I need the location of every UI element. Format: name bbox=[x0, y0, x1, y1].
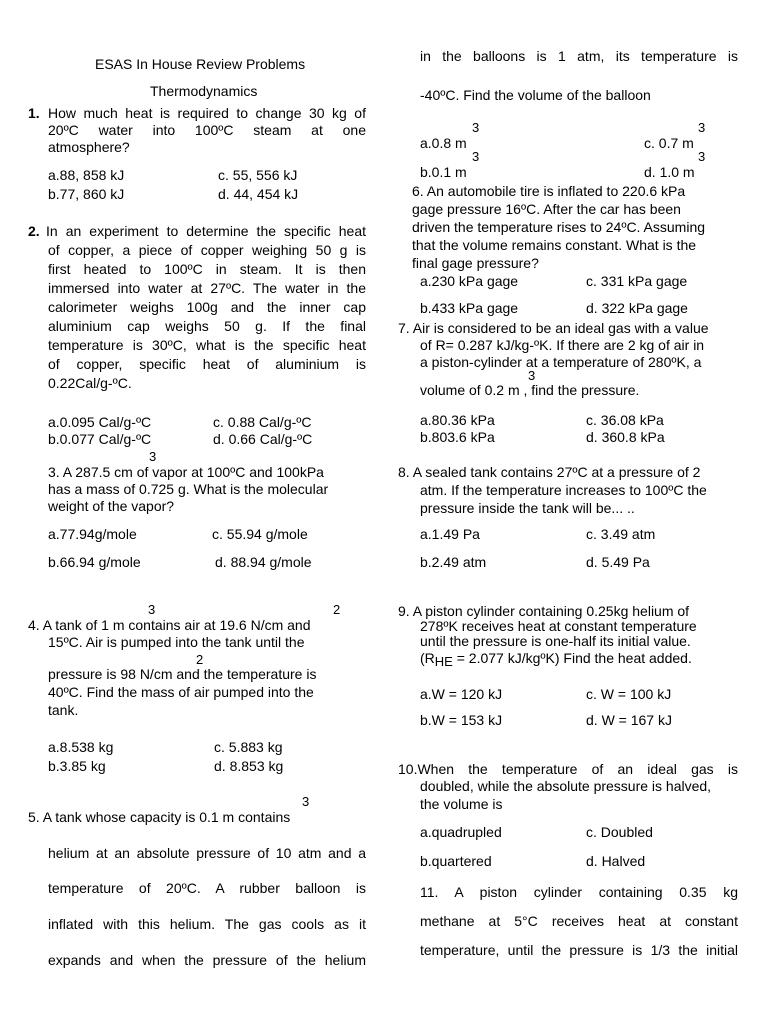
problem-11-line: 11. A piston cylinder containing 0.35 kg bbox=[420, 884, 738, 900]
problem-6-choice-b: b.433 kPa gage bbox=[420, 300, 519, 316]
problem-5-line: helium at an absolute pressure of 10 atm and a bbox=[48, 845, 366, 861]
problem-2-line: calorimeter weighs 100g and the inner cap bbox=[48, 299, 366, 315]
problem-4-superscript: 3 bbox=[148, 602, 156, 617]
problem-5-choice-superscript: 3 bbox=[472, 120, 480, 135]
problem-8-line: atm. If the temperature increases to 100ºC the bbox=[420, 482, 707, 498]
problem-1-line: atmosphere? bbox=[48, 139, 130, 155]
problem-7-line: a piston-cylinder at a temperature of 280ºK, a bbox=[420, 354, 702, 370]
problem-5-choice-superscript: 3 bbox=[472, 149, 480, 164]
problem-5-line: inflated with this helium. The gas cools as it bbox=[48, 916, 366, 932]
problem-9-r-subscript: HE bbox=[434, 654, 453, 669]
problem-4-line: 4. A tank of 1 m contains air at 19.6 N/cm and bbox=[28, 617, 311, 633]
problem-7-choice-d: d. 360.8 kPa bbox=[586, 429, 665, 445]
problem-9-line bbox=[420, 650, 692, 667]
problem-8-line: pressure inside the tank will be... .. bbox=[420, 500, 635, 516]
problem-10-line: the volume is bbox=[420, 796, 503, 812]
problem-7-superscript: 3 bbox=[528, 368, 536, 383]
problem-2-line: temperature is 30ºC, what is the specific heat bbox=[48, 337, 366, 353]
problem-4-line: pressure is 98 N/cm and the temperature is bbox=[48, 666, 317, 682]
problem-10-choice-b: b.quartered bbox=[420, 853, 492, 869]
problem-6-line: that the volume remains constant. What is the bbox=[412, 237, 697, 253]
problem-5-line: -40ºC. Find the volume of the balloon bbox=[420, 87, 651, 103]
problem-9-r-symbol: (R bbox=[420, 650, 435, 666]
problem-6-line: driven the temperature rises to 24ºC. Assuming bbox=[412, 219, 706, 235]
page-subtitle: Thermodynamics bbox=[150, 83, 258, 99]
problem-4-choice-b: b.3.85 kg bbox=[48, 758, 106, 774]
problem-6-line: final gage pressure? bbox=[412, 255, 539, 271]
problem-6-line: gage pressure 16ºC. After the car has been bbox=[412, 201, 681, 217]
problem-9-r-value: = 2.077 kJ/kgºK) Find the heat added. bbox=[452, 650, 692, 666]
problem-1-line: 20ºC water into 100ºC steam at one bbox=[48, 122, 366, 138]
problem-3-choice-b: b.66.94 g/mole bbox=[48, 554, 141, 570]
problem-11-line: methane at 5°C receives heat at constant bbox=[420, 913, 738, 929]
problem-3-line: 3. A 287.5 cm of vapor at 100ºC and 100kPa bbox=[48, 464, 324, 480]
problem-5-line: temperature of 20ºC. A rubber balloon is bbox=[48, 880, 366, 896]
problem-2-line: 0.22Cal/g-ºC. bbox=[48, 375, 132, 391]
problem-1-line: How much heat is required to change 30 kg of bbox=[48, 105, 366, 121]
problem-4-choice-c: c. 5.883 kg bbox=[214, 739, 283, 755]
problem-8-choice-d: d. 5.49 Pa bbox=[586, 554, 650, 570]
problem-10-choice-a: a.quadrupled bbox=[420, 824, 502, 840]
problem-9-line: 278ºK receives heat at constant temperature bbox=[420, 618, 697, 634]
problem-10-choice-c: c. Doubled bbox=[586, 824, 653, 840]
problem-10-line: 10.When the temperature of an ideal gas is bbox=[398, 761, 738, 777]
problem-2-number: 2. bbox=[28, 223, 40, 239]
problem-1-choice-a: a.88, 858 kJ bbox=[48, 167, 125, 183]
problem-5-line: expands and when the pressure of the helium bbox=[48, 952, 366, 968]
problem-9-line: 9. A piston cylinder containing 0.25kg helium of bbox=[398, 603, 690, 619]
problem-1-number: 1. bbox=[28, 105, 40, 121]
problem-3-choice-a: a.77.94g/mole bbox=[48, 526, 137, 542]
problem-5-choice-a: a.0.8 m bbox=[420, 135, 467, 151]
problem-10-line: doubled, while the absolute pressure is halved, bbox=[420, 778, 712, 794]
problem-3-choice-c: c. 55.94 g/mole bbox=[212, 526, 308, 542]
problem-6-line: 6. An automobile tire is inflated to 220.6 kPa bbox=[412, 183, 686, 199]
problem-4-choice-d: d. 8.853 kg bbox=[214, 758, 284, 774]
problem-2-line: of copper, a piece of copper weighing 50 g is bbox=[48, 242, 366, 258]
problem-1-choice-d: d. 44, 454 kJ bbox=[218, 186, 299, 202]
problem-3-line: has a mass of 0.725 g. What is the molecular bbox=[48, 481, 329, 497]
problem-2-choice-a: a.0.095 Cal/g-ºC bbox=[48, 414, 152, 430]
problem-5-choice-c: c. 0.7 m bbox=[644, 135, 694, 151]
problem-3-line: weight of the vapor? bbox=[48, 498, 175, 514]
problem-7-line: 7. Air is considered to be an ideal gas with a value bbox=[398, 320, 709, 336]
problem-10-choice-d: d. Halved bbox=[586, 853, 646, 869]
problem-9-choice-a: a.W = 120 kJ bbox=[420, 686, 503, 702]
problem-8-line: 8. A sealed tank contains 27ºC at a pressure of 2 bbox=[398, 464, 701, 480]
problem-2-line: aluminium cap weighs 50 g. If the final bbox=[48, 318, 366, 334]
problem-7-line: of R= 0.287 kJ/kg-ºK. If there are 2 kg of air in bbox=[420, 337, 705, 353]
problem-5-line: in the balloons is 1 atm, its temperature is bbox=[420, 48, 738, 64]
problem-8-choice-c: c. 3.49 atm bbox=[586, 526, 656, 542]
problem-2-choice-c: c. 0.88 Cal/g-ºC bbox=[213, 414, 312, 430]
problem-7-choice-c: c. 36.08 kPa bbox=[586, 412, 664, 428]
problem-2-choice-b: b.0.077 Cal/g-ºC bbox=[48, 431, 152, 447]
problem-2-line: of copper, specific heat of aluminium is bbox=[48, 356, 366, 372]
problem-5-superscript: 3 bbox=[302, 794, 310, 809]
problem-4-line: 15ºC. Air is pumped into the tank until the bbox=[48, 634, 305, 650]
problem-2-choice-d: d. 0.66 Cal/g-ºC bbox=[213, 431, 313, 447]
problem-6-choice-c: c. 331 kPa gage bbox=[586, 273, 688, 289]
problem-9-line: until the pressure is one-half its initial value. bbox=[420, 633, 691, 649]
problem-1-choice-b: b.77, 860 kJ bbox=[48, 186, 125, 202]
problem-5-line: 5. A tank whose capacity is 0.1 m contains bbox=[28, 809, 291, 825]
problem-7-choice-a: a.80.36 kPa bbox=[420, 412, 495, 428]
problem-8-choice-a: a.1.49 Pa bbox=[420, 526, 480, 542]
problem-5-choice-superscript: 3 bbox=[698, 149, 706, 164]
problem-4-line: 40ºC. Find the mass of air pumped into the bbox=[48, 684, 314, 700]
problem-1-choice-c: c. 55, 556 kJ bbox=[218, 167, 298, 183]
problem-2-line: immersed into water at 27ºC. The water in the bbox=[48, 280, 366, 296]
problem-7-choice-b: b.803.6 kPa bbox=[420, 429, 495, 445]
problem-4-line: tank. bbox=[48, 702, 79, 718]
problem-8-choice-b: b.2.49 atm bbox=[420, 554, 487, 570]
problem-6-choice-d: d. 322 kPa gage bbox=[586, 300, 688, 316]
problem-5-choice-superscript: 3 bbox=[698, 120, 706, 135]
page-title: ESAS In House Review Problems bbox=[95, 56, 306, 72]
problem-2-line: In an experiment to determine the specific heat bbox=[46, 223, 366, 239]
problem-6-choice-a: a.230 kPa gage bbox=[420, 273, 519, 289]
problem-9-choice-d: d. W = 167 kJ bbox=[586, 712, 672, 728]
problem-4-superscript: 2 bbox=[333, 602, 341, 617]
problem-4-superscript: 2 bbox=[196, 652, 204, 667]
problem-2-line: first heated to 100ºC in steam. It is then bbox=[48, 261, 366, 277]
problem-5-choice-b: b.0.1 m bbox=[420, 164, 467, 180]
problem-5-choice-d: d. 1.0 m bbox=[644, 164, 695, 180]
problem-3-choice-d: d. 88.94 g/mole bbox=[215, 554, 312, 570]
problem-7-line: volume of 0.2 m , find the pressure. bbox=[420, 382, 640, 398]
problem-9-choice-b: b.W = 153 kJ bbox=[420, 712, 503, 728]
problem-4-choice-a: a.8.538 kg bbox=[48, 739, 114, 755]
problem-3-superscript: 3 bbox=[149, 449, 157, 464]
problem-11-line: temperature, until the pressure is 1/3 the initial bbox=[420, 942, 738, 958]
problem-9-choice-c: c. W = 100 kJ bbox=[586, 686, 672, 702]
